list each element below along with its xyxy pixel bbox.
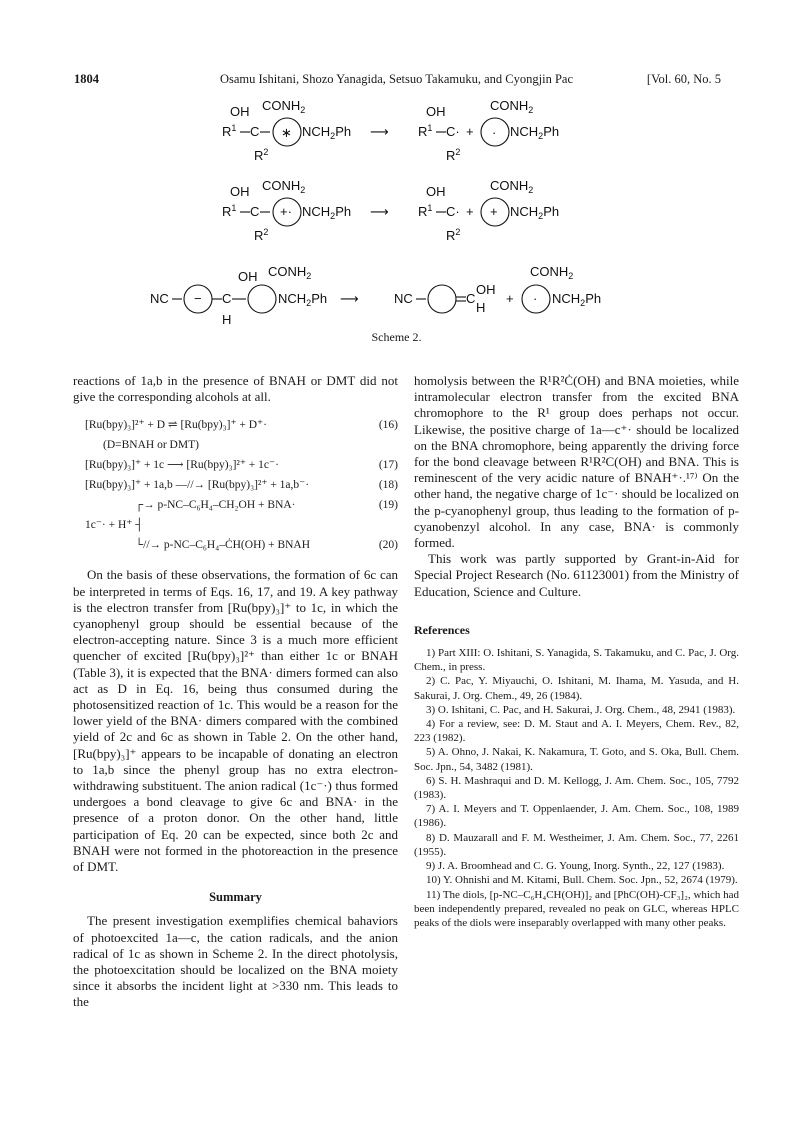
svg-text:C·: C·	[446, 124, 460, 139]
svg-text:OH: OH	[426, 184, 446, 199]
svg-text:C: C	[250, 204, 260, 219]
conh2-label: $CONH_2$	[262, 98, 306, 115]
r2-label: $R^2$	[254, 147, 269, 163]
discussion-paragraph: On the basis of these observations, the formation of 6c can be interpreted in terms of Eqs. 16, 17, and 19. A key pathway is the electron transfer from [Ru(bpy)₃]⁺ to 1c, in which the cyanophenyl group should be essential because of the electron-accepting nature. Since 3 is a much more efficient quencher of excited [Ru(bpy)₃]²⁺ than either 1c or BNAH (Table 3), it is expected that the BNA· dimers formed can also act as D in Eq. 16, being thus consumed during the photosensitized reaction of 1c. This would be a reason for the lower yield of the BNA· dimers compared with the combined yield of 2c and 6c as shown in Table 2. On the other hand, [Ru(bpy)₃]⁺ appears to be incapable of donating an electron to 1a,b since the phenyl group has no extra electron-withdrawing substituent. The anion radical (1c⁻·) thus formed undergoes a bond cleavage to give 6c and BNA· in the presence of a proton donor. On the other hand, little participation of Eq. 20 can be expected, since both 2c and BNAH were not formed in the photoreaction in the presence of DMT.	[73, 567, 398, 875]
svg-text:+: +	[490, 204, 498, 219]
volume-info: [Vol. 60, No. 5	[646, 72, 721, 86]
svg-text:NC: NC	[150, 291, 169, 306]
scheme-caption: Scheme 2.	[371, 330, 422, 344]
equation-19: ┌→ p-NC–C₆H₄–CH₂OH + BNA· (19)	[135, 499, 398, 512]
equation-20: └//→ p-NC–C₆H₄–ĊH(OH) + BNAH (20)	[135, 539, 398, 552]
reaction-row-1	[222, 98, 559, 163]
equation-18: [Ru(bpy)₃]⁺ + 1a,b —//→ [Ru(bpy)₃]²⁺ + 1a,b⁻· (18)	[85, 479, 398, 492]
svg-text:CONH2: $CONH_2$	[490, 98, 534, 115]
reaction-row-3	[150, 264, 601, 327]
right-column	[414, 373, 739, 930]
svg-text:·: ·	[533, 291, 538, 306]
reference-item: 7) A. I. Meyers and T. Oppenlaender, J. Am. Chem. Soc., 108, 1989 (1986).	[414, 803, 739, 830]
reference-item: 11) The diols, [p-NC–C₆H₄CH(OH)]₂ and [PhC(OH)-CF₃]₂, which had been independently prepared, revealed no peak on GLC, whereas HPLC peaks of the diols were inseparably overlapped with many other peaks.	[414, 888, 739, 929]
reference-item: 6) S. H. Mashraqui and D. M. Kellogg, J. Am. Chem. Soc., 105, 7792 (1983).	[414, 774, 739, 802]
continuation-paragraph: homolysis between the R¹R²Ċ(OH) and BNA moieties, while intramolecular electron transfer from the excited BNA chromophore to the R¹ group does perhaps not occur. Likewise, the positive charge of 1a—c⁺· should be localized on the BNA chromophore, being apparently the driving force for the bond cleavage between R¹R²C(OH) and BNA. This is reminescent of the very acidic nature of BNAH⁺·.¹⁷⁾ On the other hand, the negative charge of 1c⁻· should be localized on the p-cyanophenyl group, thus leading to the formation of p-cyanobenzyl alcohol. In any case, BNA· is commonly formed.	[414, 373, 739, 551]
svg-text:⟶: ⟶	[340, 291, 359, 306]
reference-item: 3) O. Ishitani, C. Pac, and H. Sakurai, J. Org. Chem., 48, 2941 (1983).	[426, 703, 736, 716]
reference-item: 1) Part XIII: O. Ishitani, S. Yanagida, S. Takamuku, and C. Pac, J. Org. Chem., in press.	[414, 647, 739, 674]
svg-text:R1: $R^1$	[418, 203, 433, 219]
radical-cation-mark: +·	[280, 204, 292, 219]
svg-text:NC: NC	[394, 291, 413, 306]
running-header-authors: Osamu Ishitani, Shozo Yanagida, Setsuo Takamuku, and Cyongjin Pac	[219, 72, 574, 86]
svg-text:+: +	[466, 204, 474, 219]
intro-paragraph: reactions of 1a,b in the presence of BNAH or DMT did not give the corresponding alcohols at all.	[73, 373, 398, 405]
svg-text:R2: $R^2$	[254, 227, 269, 243]
svg-text:NCH2Ph: $NCH_2Ph$	[302, 204, 352, 221]
references-heading: References	[414, 622, 470, 637]
reference-item: 2) C. Pac, Y. Miyauchi, O. Ishitani, M. Ihama, M. Yasuda, and H. Sakurai, J. Org. Chem., 49, 26 (1984).	[414, 675, 739, 702]
equation-block	[73, 417, 398, 557]
svg-text:·: ·	[492, 125, 497, 140]
equation-17: [Ru(bpy)₃]⁺ + 1c ⟶ [Ru(bpy)₃]²⁺ + 1c⁻· (17)	[85, 459, 398, 472]
svg-text:CONH2: $CONH_2$	[268, 264, 312, 281]
svg-text:NCH2Ph: $NCH_2Ph$	[552, 291, 602, 308]
equation-16: [Ru(bpy)₃]²⁺ + D ⇌ [Ru(bpy)₃]⁺ + D⁺· (16)	[85, 419, 398, 432]
summary-paragraph: The present investigation exemplifies chemical bahaviors of photoexcited 1a—c, the cation radicals, and the anion radical of 1c as shown in Scheme 2. In the direct photolysis, the photoexcitation should be localized on the BNA moiety since it absorbs the incident light at >330 nm. This leads to the	[73, 913, 398, 1010]
excited-star: ∗	[281, 125, 292, 140]
svg-text:OH: OH	[238, 269, 258, 284]
page-number: 1804	[74, 72, 99, 86]
reference-item: 10) Y. Ohnishi and M. Kitami, Bull. Chem. Soc. Jpn., 52, 2674 (1979).	[426, 874, 738, 887]
svg-text:CONH2: $CONH_2$	[490, 178, 534, 195]
reference-item: 4) For a review, see: D. M. Staut and A. I. Meyers, Chem. Rev., 82, 223 (1982).	[414, 718, 739, 745]
svg-text:NCH2Ph: $NCH_2Ph$	[510, 124, 560, 141]
svg-text:C·: C·	[446, 204, 460, 219]
oh-label: OH	[230, 104, 250, 119]
reference-item: 8) D. Mauzarall and F. M. Westheimer, J. Am. Chem. Soc., 77, 2261 (1955).	[414, 831, 739, 858]
reaction-arrow: ⟶	[370, 124, 389, 139]
svg-text:OH: OH	[230, 184, 250, 199]
reference-list	[414, 646, 739, 930]
svg-text:R1: $R^1$	[418, 123, 433, 139]
equation-19-20-reactants: 1c⁻· + H⁺ ┤	[85, 519, 144, 532]
svg-text:⟶: ⟶	[370, 204, 389, 219]
equation-16-note: (D=BNAH or DMT)	[103, 439, 199, 452]
carbon-label: C	[250, 124, 260, 139]
summary-heading: Summary	[209, 890, 262, 905]
svg-text:OH: OH	[426, 104, 446, 119]
acknowledgment-paragraph: This work was partly supported by Grant-in-Aid for Special Project Research (No. 61123001) from the Ministry of Education, Science and Culture.	[414, 551, 739, 599]
svg-text:C: C	[466, 291, 476, 306]
svg-text:R2: $R^2$	[446, 227, 461, 243]
scheme-2-diagram	[150, 98, 640, 328]
r1-label: $R^1$	[222, 123, 237, 139]
svg-text:+: +	[466, 124, 474, 139]
svg-text:NCH2Ph: $NCH_2Ph$	[510, 204, 560, 221]
reference-item: 9) J. A. Broomhead and C. G. Young, Inorg. Synth., 22, 127 (1983).	[426, 860, 725, 873]
svg-text:OH: OH	[476, 282, 496, 297]
svg-text:CONH2: $CONH_2$	[530, 264, 574, 281]
svg-text:H: H	[222, 312, 232, 327]
svg-text:C: C	[222, 291, 232, 306]
reaction-row-2	[222, 178, 559, 243]
left-column	[73, 373, 398, 1011]
svg-text:−: −	[194, 291, 202, 306]
reference-item: 5) A. Ohno, J. Nakai, K. Nakamura, T. Goto, and S. Oka, Bull. Chem. Soc. Jpn., 54, 3482 (1981).	[414, 746, 739, 773]
svg-text:CONH2: $CONH_2$	[262, 178, 306, 195]
ncph-label: $NCH_2Ph$	[302, 124, 352, 141]
svg-text:R1: $R^1$	[222, 203, 237, 219]
svg-text:R2: $R^2$	[446, 147, 461, 163]
svg-text:H: H	[476, 300, 486, 315]
svg-text:NCH2Ph: $NCH_2Ph$	[278, 291, 328, 308]
quinoid-ring	[428, 285, 456, 313]
svg-text:+: +	[506, 291, 514, 306]
